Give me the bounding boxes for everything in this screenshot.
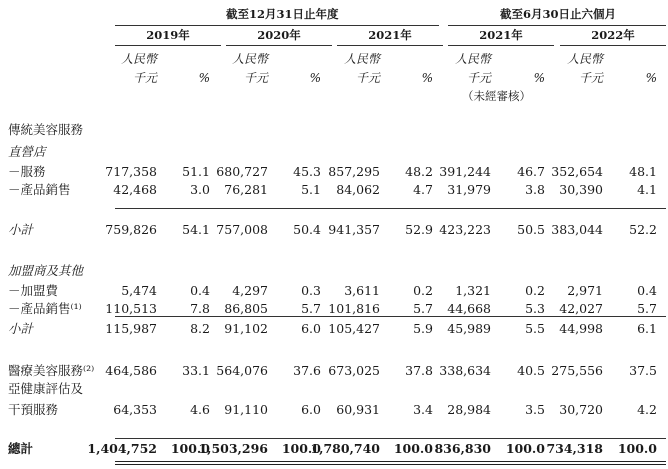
pct-cell-6-3: 0.2: [525, 283, 545, 298]
amount-cell-8-0: 115,987: [105, 321, 157, 336]
row-label-1: 直營店: [8, 144, 46, 159]
amount-cell-2-0: 717,358: [105, 164, 157, 179]
rule-sixmonth: [448, 25, 666, 26]
amount-cell-4-3: 423,223: [439, 222, 491, 237]
rule-year-1: [226, 45, 332, 46]
amount-cell-8-1: 91,102: [224, 321, 268, 336]
year-header-3: 2021年: [479, 28, 523, 42]
pct-cell-8-4: 6.1: [637, 321, 657, 336]
amount-cell-11-2: 60,931: [336, 402, 380, 417]
amount-cell-3-2: 84,062: [336, 182, 380, 197]
amount-cell-8-4: 44,998: [559, 321, 603, 336]
pct-cell-2-0: 51.1: [182, 164, 210, 179]
row-label-5: 加盟商及其他: [8, 263, 84, 278]
amount-cell-12-4: 734,318: [546, 441, 603, 456]
pct-cell-3-0: 3.0: [190, 182, 210, 197]
pct-cell-9-2: 37.8: [405, 363, 433, 378]
currency-label-3: 人民幣: [454, 52, 491, 66]
amount-cell-6-2: 3,611: [344, 283, 380, 298]
pct-cell-6-0: 0.4: [190, 283, 210, 298]
pct-cell-12-4: 100.0: [617, 441, 657, 456]
amount-cell-9-3: 338,634: [439, 363, 491, 378]
amount-cell-7-0: 110,513: [105, 301, 157, 316]
pct-cell-7-2: 5.7: [413, 301, 433, 316]
amount-cell-6-0: 5,474: [121, 283, 157, 298]
amount-cell-12-2: 1,780,740: [310, 441, 380, 456]
amount-cell-6-4: 2,971: [567, 283, 603, 298]
pct-cell-3-3: 3.8: [525, 182, 545, 197]
pct-cell-2-2: 48.2: [405, 164, 433, 179]
amount-cell-8-3: 45,989: [447, 321, 491, 336]
pct-cell-3-2: 4.7: [413, 182, 433, 197]
year-header-4: 2022年: [591, 28, 635, 42]
pct-cell-8-2: 5.9: [413, 321, 433, 336]
amount-cell-4-4: 383,044: [551, 222, 603, 237]
pct-cell-3-1: 5.1: [301, 182, 321, 197]
pct-cell-11-1: 6.0: [301, 402, 321, 417]
amount-cell-9-0: 464,586: [105, 363, 157, 378]
pct-cell-8-1: 6.0: [301, 321, 321, 336]
row-label-11: 干預服務: [8, 402, 59, 417]
amount-cell-6-3: 1,321: [455, 283, 491, 298]
amount-cell-7-3: 44,668: [447, 301, 491, 316]
currency-label-4: 人民幣: [566, 52, 603, 66]
rule-subtotal-1: [115, 208, 666, 209]
row-label-7: －產品銷售⁽¹⁾: [8, 301, 82, 316]
amount-cell-7-2: 101,816: [328, 301, 380, 316]
pct-cell-11-4: 4.2: [637, 402, 657, 417]
amount-cell-6-1: 4,297: [232, 283, 268, 298]
row-label-9: 醫療美容服務⁽²⁾: [8, 363, 95, 378]
percent-label-0: %: [198, 71, 210, 85]
row-label-3: －產品銷售: [8, 182, 71, 197]
percent-label-3: %: [533, 71, 545, 85]
pct-cell-9-0: 33.1: [182, 363, 210, 378]
unit-label-4: 千元: [578, 71, 603, 85]
amount-cell-3-1: 76,281: [224, 182, 268, 197]
unit-label-0: 千元: [132, 71, 157, 85]
amount-cell-2-1: 680,727: [216, 164, 268, 179]
percent-label-2: %: [421, 71, 433, 85]
amount-cell-11-4: 30,720: [559, 402, 603, 417]
pct-cell-6-1: 0.3: [301, 283, 321, 298]
header-annual: 截至12月31日止年度: [226, 7, 339, 21]
pct-cell-11-2: 3.4: [413, 402, 433, 417]
amount-cell-7-4: 42,027: [559, 301, 603, 316]
amount-cell-11-3: 28,984: [447, 402, 491, 417]
amount-cell-4-2: 941,357: [328, 222, 380, 237]
row-label-4: 小計: [8, 222, 34, 237]
rule-year-4: [560, 45, 666, 46]
rule-total-bottom-1: [115, 461, 666, 462]
amount-cell-4-0: 759,826: [105, 222, 157, 237]
amount-cell-7-1: 86,805: [224, 301, 268, 316]
pct-cell-4-3: 50.5: [517, 222, 545, 237]
pct-cell-4-2: 52.9: [405, 222, 433, 237]
unaudited-note: （未經審核）: [462, 89, 531, 103]
pct-cell-8-0: 8.2: [190, 321, 210, 336]
amount-cell-3-3: 31,979: [447, 182, 491, 197]
amount-cell-12-0: 1,404,752: [87, 441, 157, 456]
amount-cell-4-1: 757,008: [216, 222, 268, 237]
rule-total-top: [115, 438, 666, 439]
pct-cell-3-4: 4.1: [637, 182, 657, 197]
amount-cell-3-0: 42,468: [113, 182, 157, 197]
currency-label-2: 人民幣: [343, 52, 380, 66]
amount-cell-12-3: 836,830: [434, 441, 491, 456]
row-label-8: 小計: [8, 321, 34, 336]
row-label-6: －加盟費: [8, 283, 59, 298]
pct-cell-7-1: 5.7: [301, 301, 321, 316]
rule-total-bottom-2: [115, 464, 666, 465]
pct-cell-4-0: 54.1: [182, 222, 210, 237]
pct-cell-9-1: 37.6: [293, 363, 321, 378]
year-header-0: 2019年: [146, 28, 190, 42]
year-header-2: 2021年: [368, 28, 412, 42]
unit-label-1: 千元: [243, 71, 268, 85]
amount-cell-3-4: 30,390: [559, 182, 603, 197]
rule-subtotal-2: [115, 316, 666, 317]
pct-cell-7-3: 5.3: [525, 301, 545, 316]
amount-cell-9-1: 564,076: [216, 363, 268, 378]
currency-label-1: 人民幣: [231, 52, 268, 66]
unit-label-3: 千元: [466, 71, 491, 85]
pct-cell-6-2: 0.2: [413, 283, 433, 298]
pct-cell-4-1: 50.4: [293, 222, 321, 237]
amount-cell-9-2: 673,025: [328, 363, 380, 378]
pct-cell-8-3: 5.5: [525, 321, 545, 336]
row-label-12: 總計: [8, 441, 34, 456]
pct-cell-9-4: 37.5: [629, 363, 657, 378]
pct-cell-12-0: 100.0: [170, 441, 210, 456]
row-label-10: 亞健康評估及: [8, 381, 84, 396]
pct-cell-6-4: 0.4: [637, 283, 657, 298]
row-label-2: －服務: [8, 164, 46, 179]
amount-cell-11-0: 64,353: [113, 402, 157, 417]
pct-cell-11-0: 4.6: [190, 402, 210, 417]
header-sixmonth: 截至6月30日止六個月: [500, 7, 617, 21]
amount-cell-9-4: 275,556: [551, 363, 603, 378]
row-label-0: 傳統美容服務: [8, 122, 84, 137]
rule-year-2: [337, 45, 443, 46]
unit-label-2: 千元: [355, 71, 380, 85]
pct-cell-2-1: 45.3: [293, 164, 321, 179]
pct-cell-11-3: 3.5: [525, 402, 545, 417]
pct-cell-7-4: 5.7: [637, 301, 657, 316]
rule-annual: [115, 25, 439, 26]
pct-cell-2-3: 46.7: [517, 164, 545, 179]
pct-cell-12-3: 100.0: [505, 441, 545, 456]
rule-year-3: [448, 45, 554, 46]
percent-label-4: %: [645, 71, 657, 85]
pct-cell-2-4: 48.1: [629, 164, 657, 179]
amount-cell-2-3: 391,244: [439, 164, 491, 179]
year-header-1: 2020年: [257, 28, 301, 42]
percent-label-1: %: [309, 71, 321, 85]
pct-cell-12-2: 100.0: [393, 441, 433, 456]
amount-cell-12-1: 1,503,296: [198, 441, 268, 456]
amount-cell-2-2: 857,295: [328, 164, 380, 179]
amount-cell-2-4: 352,654: [551, 164, 603, 179]
amount-cell-8-2: 105,427: [328, 321, 380, 336]
currency-label-0: 人民幣: [120, 52, 157, 66]
pct-cell-9-3: 40.5: [517, 363, 545, 378]
amount-cell-11-1: 91,110: [224, 402, 268, 417]
rule-year-0: [115, 45, 221, 46]
pct-cell-7-0: 7.8: [190, 301, 210, 316]
pct-cell-4-4: 52.2: [629, 222, 657, 237]
pct-cell-12-1: 100.0: [281, 441, 321, 456]
